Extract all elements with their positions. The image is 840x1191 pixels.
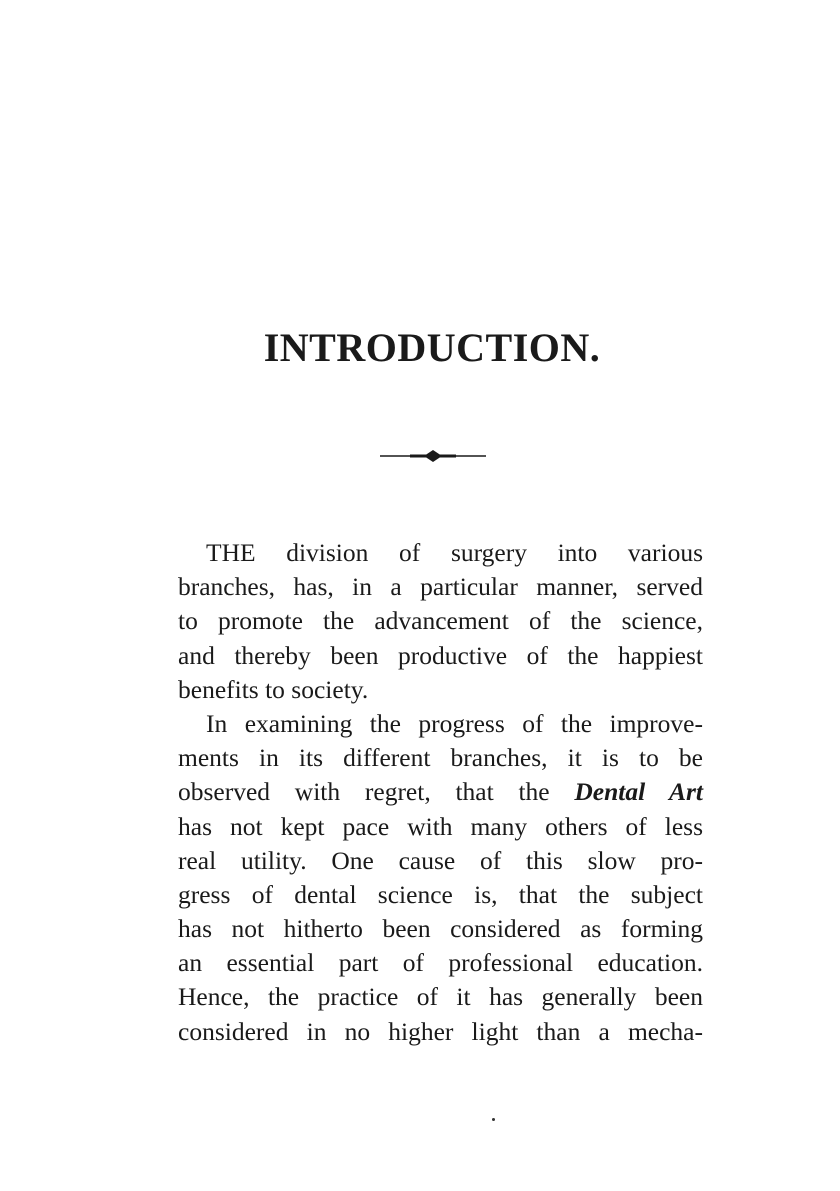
text-line: branches, has, in a particular manner, served: [178, 572, 703, 602]
text-line: has not kept pace with many others of less: [178, 811, 703, 841]
text-line: has not hitherto been considered as forming: [178, 914, 703, 944]
text-line: considered in no higher light than a mecha-: [178, 1016, 703, 1046]
page-title: INTRODUCTION.: [263, 325, 601, 370]
text-segment: observed with regret, that the: [178, 777, 550, 807]
text-line: benefits to society.: [178, 674, 369, 704]
dental-art-emphasis: Dental Art: [574, 777, 704, 807]
text-line: real utility. One cause of this slow pro-: [178, 845, 703, 875]
text-line: an essential part of professional education.: [178, 948, 703, 978]
text-line: In examining the progress of the improve-: [206, 708, 703, 738]
body-text: [178, 536, 703, 1049]
text-line: [178, 775, 703, 809]
print-speck: [492, 1118, 495, 1121]
text-line: gress of dental science is, that the subject: [178, 879, 703, 909]
text-line: to promote the advancement of the science,: [178, 606, 703, 636]
diamond-rule-ornament-icon: [380, 448, 486, 464]
text-line: Hence, the practice of it has generally been: [178, 982, 703, 1012]
text-line: ments in its different branches, it is to be: [178, 743, 703, 773]
text-line: and thereby been productive of the happiest: [178, 640, 703, 670]
text-line: THE division of surgery into various: [206, 538, 703, 567]
